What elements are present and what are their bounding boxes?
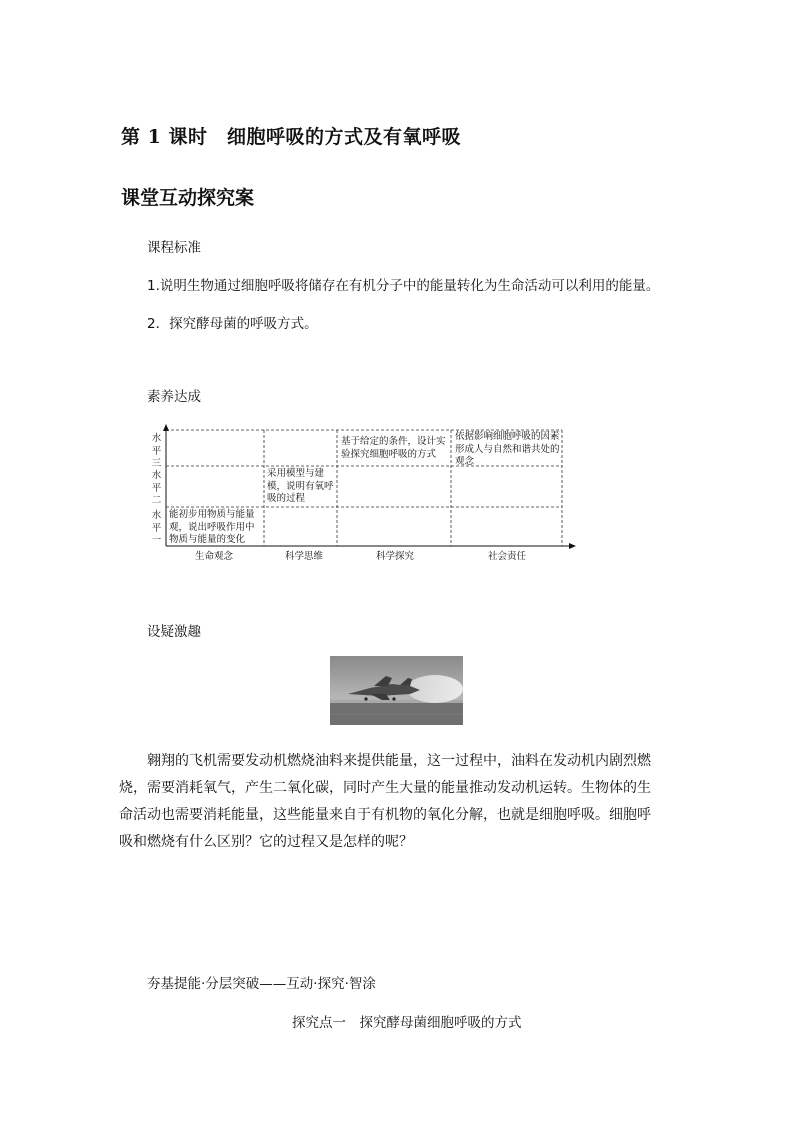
cell-l2-thinking: 采用模型与建模，说明有氧呼吸的过程 [267, 468, 334, 504]
level-1-label: 水平一 [151, 510, 162, 546]
standard-heading: 课程标准 [147, 240, 201, 256]
intro-heading: 设疑激趣 [147, 624, 201, 640]
level-3-label: 水平三 [151, 433, 162, 469]
cell-l3-inquiry: 基于给定的条件，设计实验探究细胞呼吸的方式 [341, 436, 446, 460]
cell-l1-life: 能初步用物质与能量观，说出呼吸作用中物质与能量的变化 [169, 509, 255, 545]
column-label-inquiry: 科学探究 [376, 551, 415, 562]
footer-heading: 夯基提能·分层突破——互动·探究·智涂 [147, 976, 376, 992]
literacy-heading: 素养达成 [147, 389, 201, 405]
column-label-thinking: 科学思维 [285, 551, 324, 562]
section-title: 课堂互动探究案 [121, 187, 255, 209]
standard-item-1: 1.说明生物通过细胞呼吸将储存在有机分子中的能量转化为生命活动可以利用的能量。 [147, 278, 660, 294]
lesson-title: 第 1 课时 细胞呼吸的方式及有氧呼吸 [121, 126, 461, 148]
x-axis-arrow [569, 543, 576, 549]
intro-paragraph: 翱翔的飞机需要发动机燃烧油料来提供能量，这一过程中，油料在发动机内剧烈燃烧，需要消耗氧气，产生二氧化碳，同时产生大量的能量推动发动机运转。生物体的生命活动也需要消耗能量，这些能量来自于有机物的氧化分解，也就是细胞呼吸。细胞呼吸和燃烧有什么区别？它的过程又是怎样的呢？ [119, 753, 651, 850]
column-label-life: 生命观念 [195, 551, 234, 562]
cell-l3-responsibility: 依据影响细胞呼吸的因素形成人与自然和谐共处的观念 [455, 431, 560, 467]
footer-subheading: 探究点一 探究酵母菌细胞呼吸的方式 [292, 1015, 522, 1031]
column-label-responsibility: 社会责任 [488, 551, 527, 562]
standard-item-2: 2．探究酵母菌的呼吸方式。 [147, 316, 318, 332]
level-2-label: 水平二 [151, 470, 162, 506]
fighter-jet-photo [330, 656, 463, 725]
